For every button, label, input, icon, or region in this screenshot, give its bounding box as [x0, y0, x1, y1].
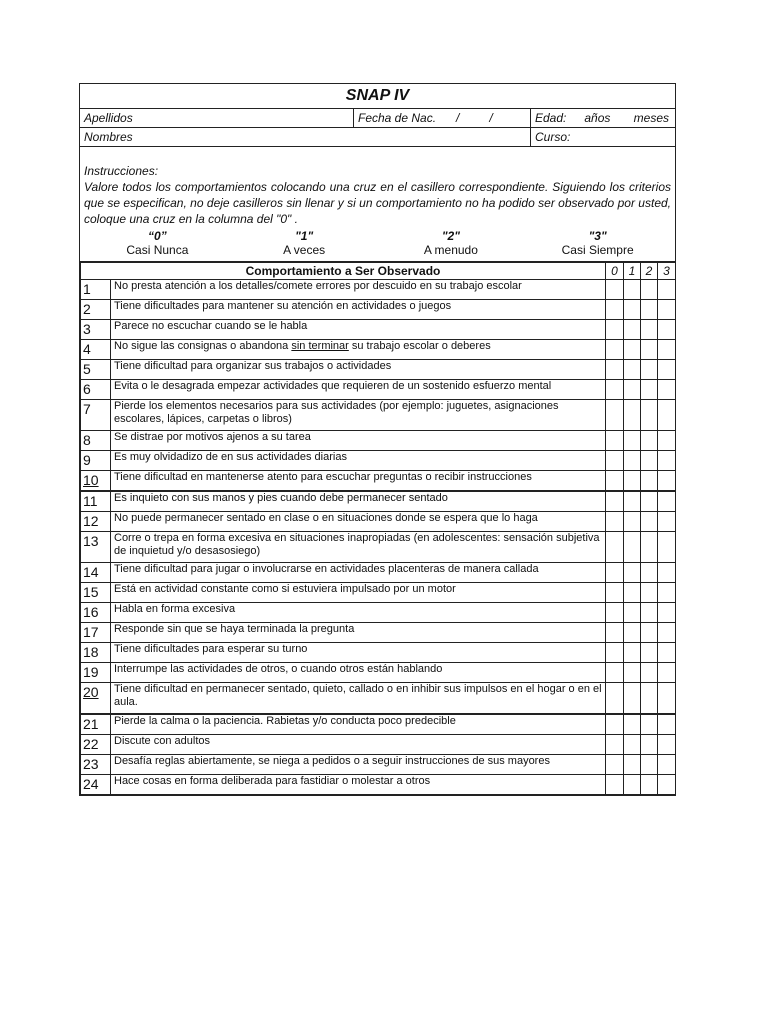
score-cell-2[interactable] [641, 775, 658, 795]
item-number [81, 471, 111, 492]
anios-label: años [584, 111, 611, 125]
score-cell-2[interactable] [641, 280, 658, 300]
item-number-text: 11 [83, 493, 98, 509]
score-cell-0[interactable] [606, 491, 624, 512]
score-cell-3[interactable] [658, 683, 676, 715]
scale-label: Casi Nunca [126, 243, 189, 257]
score-cell-3[interactable] [658, 755, 676, 775]
score-cell-0[interactable] [606, 683, 624, 715]
score-cell-3[interactable] [658, 714, 676, 735]
item-number-text: 13 [83, 533, 99, 549]
item-number-text: 19 [83, 664, 99, 680]
item-text: Habla en forma excesiva [111, 603, 606, 623]
score-cell-0[interactable] [606, 471, 624, 492]
score-cell-2[interactable] [641, 532, 658, 563]
score-cell-3[interactable] [658, 583, 676, 603]
score-cell-1[interactable] [624, 714, 641, 735]
item-text: Evita o le desagrada empezar actividades que requieren de un sostenido esfuerzo mental [111, 380, 606, 400]
table-header-row [81, 263, 676, 280]
score-cell-3[interactable] [658, 471, 676, 492]
score-cell-3[interactable] [658, 623, 676, 643]
score-cell-2[interactable] [641, 340, 658, 360]
score-cell-3[interactable] [658, 735, 676, 755]
score-cell-1[interactable] [624, 755, 641, 775]
form-title: SNAP IV [80, 84, 675, 109]
score-cell-2[interactable] [641, 491, 658, 512]
table-row [81, 451, 676, 471]
score-cell-0[interactable] [606, 400, 624, 431]
score-cell-1[interactable] [624, 603, 641, 623]
item-number-text: 7 [83, 401, 91, 417]
item-number [81, 603, 111, 623]
item-number [81, 320, 111, 340]
score-cell-2[interactable] [641, 583, 658, 603]
score-cell-3[interactable] [658, 340, 676, 360]
item-text: Es inquieto con sus manos y pies cuando debe permanecer sentado [111, 491, 606, 512]
score-cell-0[interactable] [606, 643, 624, 663]
item-text: Tiene dificultad para jugar o involucrarse en actividades placenteras de manera callada [111, 563, 606, 583]
table-row [81, 623, 676, 643]
score-cell-1[interactable] [624, 683, 641, 715]
table-row [81, 532, 676, 563]
score-cell-1[interactable] [624, 563, 641, 583]
edad-label: Edad: [535, 111, 567, 125]
table-row [81, 380, 676, 400]
scale-label: Casi Siempre [561, 243, 634, 257]
apellidos-label: Apellidos [84, 111, 133, 125]
item-number-text: 6 [83, 381, 91, 397]
item-number-text: 20 [83, 684, 99, 700]
table-row [81, 400, 676, 431]
score-cell-2[interactable] [641, 563, 658, 583]
score-cell-1[interactable] [624, 400, 641, 431]
table-row [81, 320, 676, 340]
item-number [81, 431, 111, 451]
table-row [81, 491, 676, 512]
score-cell-2[interactable] [641, 360, 658, 380]
snap-iv-form [79, 83, 676, 796]
score-cell-0[interactable] [606, 714, 624, 735]
item-number [81, 714, 111, 735]
item-text: Tiene dificultades para mantener su atención en actividades o juegos [111, 300, 606, 320]
item-text-part: su trabajo escolar o deberes [348, 340, 491, 352]
score-cell-3[interactable] [658, 775, 676, 795]
table-row [81, 300, 676, 320]
item-number [81, 755, 111, 775]
score-cell-1[interactable] [624, 735, 641, 755]
item-number-text: 23 [83, 756, 99, 772]
item-number-text: 14 [83, 564, 99, 580]
score-cell-0[interactable] [606, 603, 624, 623]
score-cell-2[interactable] [641, 320, 658, 340]
fecha-field[interactable] [354, 109, 531, 127]
score-cell-2[interactable] [641, 623, 658, 643]
score-cell-0[interactable] [606, 735, 624, 755]
score-cell-0[interactable] [606, 755, 624, 775]
score-column-header: 3 [658, 263, 676, 280]
item-number [81, 512, 111, 532]
score-cell-1[interactable] [624, 320, 641, 340]
score-cell-0[interactable] [606, 360, 624, 380]
score-cell-2[interactable] [641, 643, 658, 663]
score-cell-2[interactable] [641, 471, 658, 492]
score-cell-2[interactable] [641, 400, 658, 431]
item-text: Desafía reglas abiertamente, se niega a pedidos o a seguir instrucciones de sus mayores [111, 755, 606, 775]
table-row [81, 643, 676, 663]
item-text: Parece no escuchar cuando se le habla [111, 320, 606, 340]
table-row [81, 714, 676, 735]
score-cell-0[interactable] [606, 300, 624, 320]
score-cell-2[interactable] [641, 683, 658, 715]
scale-label: A menudo [423, 243, 478, 257]
item-number-text: 18 [83, 644, 99, 660]
item-number [81, 491, 111, 512]
score-cell-3[interactable] [658, 320, 676, 340]
item-number [81, 623, 111, 643]
score-cell-1[interactable] [624, 360, 641, 380]
item-number [81, 683, 111, 715]
score-cell-2[interactable] [641, 512, 658, 532]
item-number-text: 22 [83, 736, 99, 752]
item-number-text: 2 [83, 301, 91, 317]
info-row-2 [80, 128, 675, 147]
score-column-header: 1 [624, 263, 641, 280]
score-cell-3[interactable] [658, 603, 676, 623]
table-row [81, 775, 676, 795]
score-cell-3[interactable] [658, 360, 676, 380]
item-text: Pierde la calma o la paciencia. Rabietas y/o conducta poco predecible [111, 714, 606, 735]
info-row-1 [80, 109, 675, 128]
date-slash: / [456, 111, 460, 125]
score-cell-3[interactable] [658, 380, 676, 400]
scale-item [84, 229, 231, 257]
meses-label: meses [633, 111, 669, 125]
score-cell-2[interactable] [641, 300, 658, 320]
behavior-column-header: Comportamiento a Ser Observado [81, 263, 606, 280]
item-text: No presta atención a los detalles/comete errores por descuido en su trabajo escolar [111, 280, 606, 300]
item-number-text: 8 [83, 432, 91, 448]
item-text: Es muy olvidadizo de en sus actividades diarias [111, 451, 606, 471]
table-row [81, 683, 676, 715]
score-cell-3[interactable] [658, 663, 676, 683]
fecha-label: Fecha de Nac. [358, 111, 437, 125]
score-cell-3[interactable] [658, 451, 676, 471]
edad-field[interactable] [531, 109, 675, 127]
table-row [81, 563, 676, 583]
item-number-text: 10 [83, 472, 99, 488]
item-number-text: 3 [83, 321, 91, 337]
scale-code: "3" [588, 229, 607, 243]
item-number [81, 280, 111, 300]
item-number [81, 380, 111, 400]
score-cell-0[interactable] [606, 532, 624, 563]
item-number-text: 1 [83, 281, 91, 297]
item-text: Discute con adultos [111, 735, 606, 755]
item-number [81, 400, 111, 431]
item-text-part: No sigue las consignas o abandona [114, 340, 292, 352]
item-number [81, 451, 111, 471]
rating-scale [84, 229, 671, 257]
item-number-text: 15 [83, 584, 99, 600]
score-cell-2[interactable] [641, 735, 658, 755]
item-number [81, 563, 111, 583]
score-cell-1[interactable] [624, 643, 641, 663]
score-cell-1[interactable] [624, 775, 641, 795]
score-cell-3[interactable] [658, 643, 676, 663]
score-cell-1[interactable] [624, 663, 641, 683]
item-number [81, 735, 111, 755]
item-text [111, 340, 606, 360]
item-text: No puede permanecer sentado en clase o en situaciones donde se espera que lo haga [111, 512, 606, 532]
scale-code: “0” [148, 229, 167, 243]
score-cell-0[interactable] [606, 320, 624, 340]
item-number [81, 643, 111, 663]
table-row [81, 663, 676, 683]
scale-code: "2" [441, 229, 460, 243]
item-number-text: 24 [83, 776, 99, 792]
score-cell-3[interactable] [658, 532, 676, 563]
score-cell-0[interactable] [606, 663, 624, 683]
item-number [81, 775, 111, 795]
score-cell-1[interactable] [624, 583, 641, 603]
table-row [81, 280, 676, 300]
item-text: Pierde los elementos necesarios para sus actividades (por ejemplo: juguetes, asignaciones escolares, lápices, carpetas o libros) [111, 400, 606, 431]
score-cell-2[interactable] [641, 451, 658, 471]
score-cell-1[interactable] [624, 532, 641, 563]
score-cell-0[interactable] [606, 280, 624, 300]
score-cell-1[interactable] [624, 380, 641, 400]
item-text: Responde sin que se haya terminada la pregunta [111, 623, 606, 643]
score-cell-1[interactable] [624, 300, 641, 320]
item-number [81, 360, 111, 380]
score-cell-0[interactable] [606, 380, 624, 400]
score-cell-3[interactable] [658, 563, 676, 583]
score-cell-0[interactable] [606, 340, 624, 360]
item-number-text: 4 [83, 341, 91, 357]
item-text-part: sin terminar [291, 340, 349, 352]
score-column-header: 0 [606, 263, 624, 280]
item-text: Hace cosas en forma deliberada para fastidiar o molestar a otros [111, 775, 606, 795]
instructions-block [80, 147, 675, 262]
score-cell-1[interactable] [624, 431, 641, 451]
scale-item [378, 229, 525, 257]
table-row [81, 735, 676, 755]
item-text: Se distrae por motivos ajenos a su tarea [111, 431, 606, 451]
score-cell-0[interactable] [606, 431, 624, 451]
item-number-text: 5 [83, 361, 91, 377]
table-row [81, 340, 676, 360]
score-cell-3[interactable] [658, 491, 676, 512]
item-number-text: 17 [83, 624, 99, 640]
item-text: Interrumpe las actividades de otros, o cuando otros están hablando [111, 663, 606, 683]
score-cell-1[interactable] [624, 512, 641, 532]
table-row [81, 431, 676, 451]
item-number-text: 21 [83, 716, 99, 732]
score-cell-1[interactable] [624, 623, 641, 643]
scale-item [524, 229, 671, 257]
item-number [81, 532, 111, 563]
table-row [81, 471, 676, 492]
date-slash: / [489, 111, 493, 125]
score-cell-2[interactable] [641, 380, 658, 400]
item-number-text: 12 [83, 513, 99, 529]
score-cell-1[interactable] [624, 491, 641, 512]
score-cell-3[interactable] [658, 512, 676, 532]
apellidos-field[interactable] [80, 109, 354, 127]
item-number-text: 16 [83, 604, 99, 620]
item-text: Tiene dificultad en mantenerse atento para escuchar preguntas o recibir instrucciones [111, 471, 606, 492]
score-cell-1[interactable] [624, 280, 641, 300]
table-row [81, 360, 676, 380]
nombres-field[interactable] [80, 128, 531, 146]
score-cell-2[interactable] [641, 663, 658, 683]
item-number-text: 9 [83, 452, 91, 468]
table-row [81, 583, 676, 603]
score-cell-3[interactable] [658, 400, 676, 431]
score-cell-2[interactable] [641, 714, 658, 735]
item-number [81, 663, 111, 683]
item-number [81, 583, 111, 603]
score-cell-0[interactable] [606, 512, 624, 532]
score-cell-0[interactable] [606, 775, 624, 795]
table-row [81, 755, 676, 775]
table-row [81, 512, 676, 532]
score-cell-1[interactable] [624, 451, 641, 471]
scale-item [231, 229, 378, 257]
score-cell-2[interactable] [641, 431, 658, 451]
item-number [81, 340, 111, 360]
curso-field[interactable] [531, 128, 675, 146]
score-cell-1[interactable] [624, 471, 641, 492]
score-cell-0[interactable] [606, 563, 624, 583]
item-text: Tiene dificultades para esperar su turno [111, 643, 606, 663]
score-cell-3[interactable] [658, 300, 676, 320]
score-column-header: 2 [641, 263, 658, 280]
item-text: Tiene dificultad en permanecer sentado, quieto, callado o en inhibir sus impulsos en el hogar o en el aula. [111, 683, 606, 715]
curso-label: Curso: [535, 130, 571, 144]
item-text: Corre o trepa en forma excesiva en situaciones inapropiadas (en adolescentes: sensación subjetiva de inquietud y/o desasosiego) [111, 532, 606, 563]
item-number [81, 300, 111, 320]
item-text: Tiene dificultad para organizar sus trabajos o actividades [111, 360, 606, 380]
score-cell-0[interactable] [606, 451, 624, 471]
instructions-text: Valore todos los comportamientos colocando una cruz en el casillero correspondiente. Siguiendo los criterios que se especifican, no deje casilleros sin llenar y si un comportamiento no ha podido ser observado por usted, coloque una cruz en la columna del "0" . [84, 180, 671, 226]
item-text: Está en actividad constante como si estuviera impulsado por un motor [111, 583, 606, 603]
instructions-heading: Instrucciones: [84, 164, 159, 178]
score-cell-1[interactable] [624, 340, 641, 360]
score-cell-3[interactable] [658, 280, 676, 300]
score-cell-2[interactable] [641, 603, 658, 623]
scale-code: "1" [295, 229, 314, 243]
score-cell-0[interactable] [606, 583, 624, 603]
scale-label: A veces [283, 243, 326, 257]
table-row [81, 603, 676, 623]
score-cell-2[interactable] [641, 755, 658, 775]
behavior-table [80, 262, 676, 795]
nombres-label: Nombres [84, 130, 133, 144]
score-cell-0[interactable] [606, 623, 624, 643]
score-cell-3[interactable] [658, 431, 676, 451]
